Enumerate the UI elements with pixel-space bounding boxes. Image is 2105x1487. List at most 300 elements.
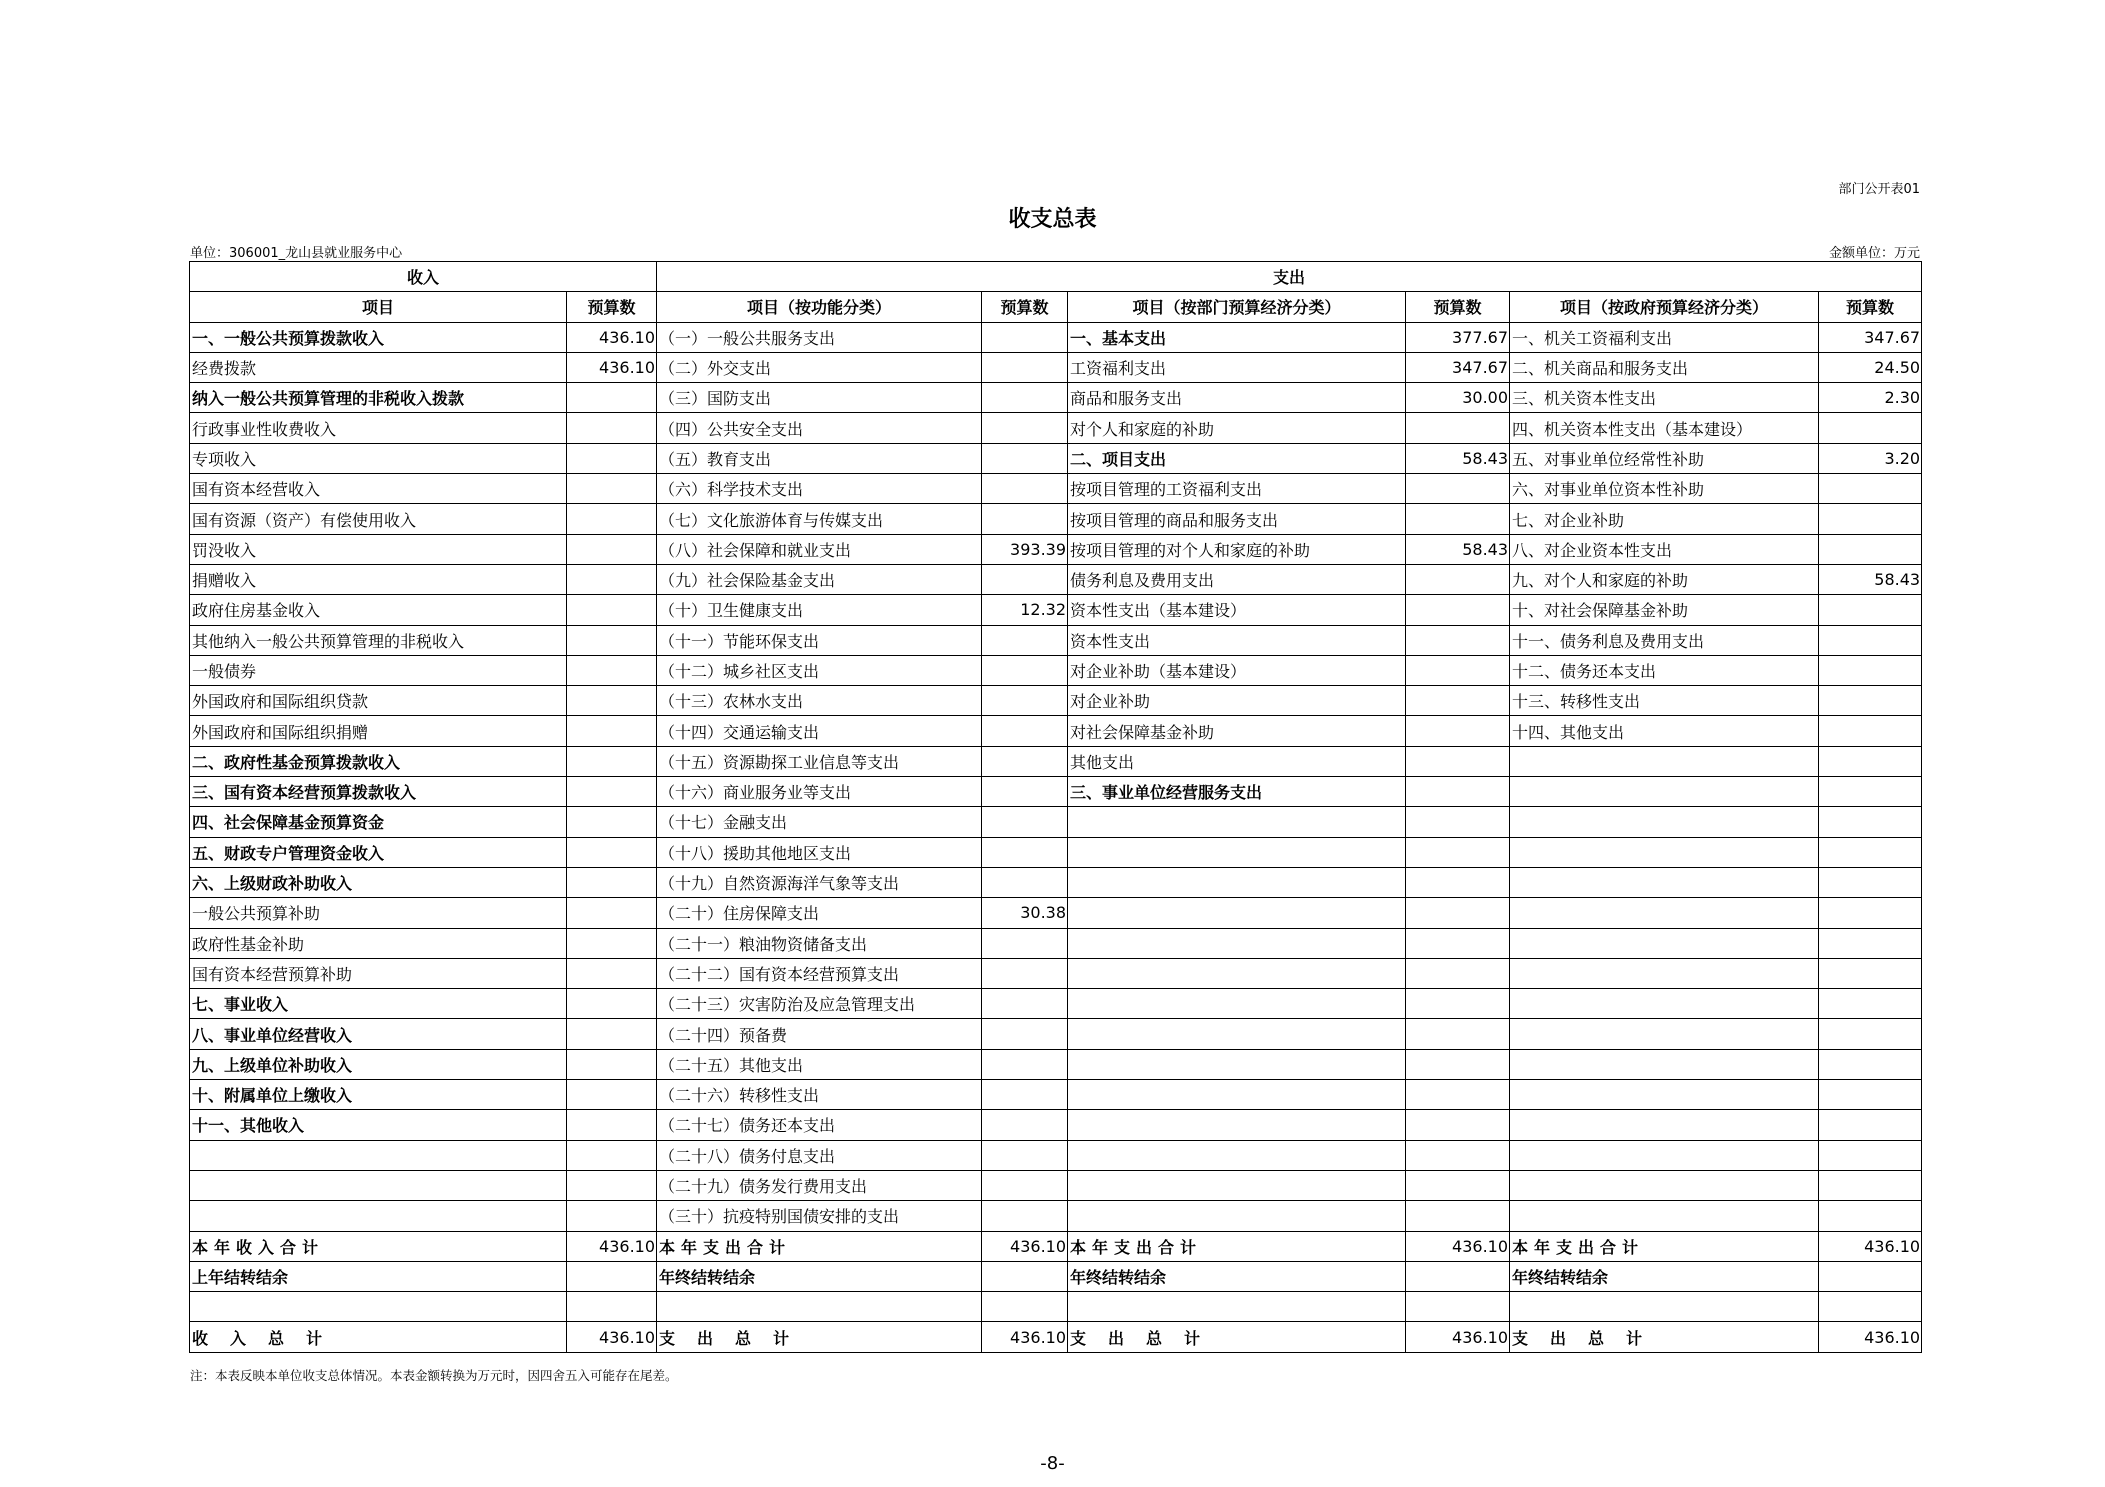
gov-econ-amount-cell	[1819, 958, 1922, 988]
dept-econ-item-cell: 对社会保障基金补助	[1068, 716, 1406, 746]
table-row	[190, 383, 1922, 413]
income-item-cell: 专项收入	[190, 443, 567, 473]
table-row	[190, 777, 1922, 807]
func-item-cell: （二十二）国有资本经营预算支出	[657, 958, 982, 988]
func-item-cell: （十八）援助其他地区支出	[657, 837, 982, 867]
gov-econ-amount-cell	[1819, 777, 1922, 807]
table-row	[190, 1110, 1922, 1140]
func-item-cell: （十二）城乡社区支出	[657, 655, 982, 685]
income-amount-cell	[567, 989, 657, 1019]
dept-econ-item-cell: 支出总计	[1068, 1322, 1406, 1352]
dept-econ-item-cell	[1068, 1110, 1406, 1140]
dept-econ-item-cell: 按项目管理的商品和服务支出	[1068, 504, 1406, 534]
gov-econ-item-cell	[1510, 1049, 1819, 1079]
func-item-cell	[657, 1292, 982, 1322]
func-amount-cell	[982, 746, 1068, 776]
table-row	[190, 1049, 1922, 1079]
gov-econ-amount-cell	[1819, 989, 1922, 1019]
gov-econ-amount-cell	[1819, 1292, 1922, 1322]
income-amount-cell: 436.10	[567, 322, 657, 352]
dept-econ-amount-cell	[1406, 504, 1510, 534]
unit-label: 单位：306001_龙山县就业服务中心	[190, 246, 403, 261]
dept-econ-item-cell: 一、基本支出	[1068, 322, 1406, 352]
table-row	[190, 352, 1922, 382]
dept-econ-amount-cell	[1406, 564, 1510, 594]
income-item-cell: 国有资本经营收入	[190, 474, 567, 504]
dept-econ-item-cell	[1068, 1140, 1406, 1170]
dept-econ-amount-cell: 436.10	[1406, 1322, 1510, 1352]
col-header-amount: 预算数	[1819, 292, 1922, 322]
dept-econ-item-cell: 对企业补助	[1068, 686, 1406, 716]
income-amount-cell	[567, 474, 657, 504]
income-item-cell: 二、政府性基金预算拨款收入	[190, 746, 567, 776]
income-item-cell: 政府住房基金收入	[190, 595, 567, 625]
func-amount-cell	[982, 655, 1068, 685]
func-item-cell: （二十六）转移性支出	[657, 1080, 982, 1110]
dept-econ-item-cell: 资本性支出	[1068, 625, 1406, 655]
func-item-cell: （十九）自然资源海洋气象等支出	[657, 867, 982, 897]
dept-econ-amount-cell	[1406, 746, 1510, 776]
func-item-cell: （十三）农林水支出	[657, 686, 982, 716]
dept-econ-amount-cell	[1406, 413, 1510, 443]
func-item-cell: （十）卫生健康支出	[657, 595, 982, 625]
table-row	[190, 1322, 1922, 1352]
dept-econ-item-cell	[1068, 1201, 1406, 1231]
func-item-cell: （五）教育支出	[657, 443, 982, 473]
table-row	[190, 1080, 1922, 1110]
income-amount-cell	[567, 1140, 657, 1170]
income-item-cell	[190, 1201, 567, 1231]
gov-econ-item-cell: 五、对事业单位经常性补助	[1510, 443, 1819, 473]
func-amount-cell	[982, 322, 1068, 352]
table-row	[190, 443, 1922, 473]
func-amount-cell	[982, 1140, 1068, 1170]
dept-econ-item-cell	[1068, 989, 1406, 1019]
income-item-cell: 捐赠收入	[190, 564, 567, 594]
income-amount-cell: 436.10	[567, 352, 657, 382]
func-amount-cell	[982, 504, 1068, 534]
dept-econ-item-cell: 本年支出合计	[1068, 1231, 1406, 1261]
gov-econ-item-cell	[1510, 777, 1819, 807]
func-amount-cell: 436.10	[982, 1231, 1068, 1261]
income-amount-cell	[567, 958, 657, 988]
income-item-cell: 政府性基金补助	[190, 928, 567, 958]
income-item-cell: 上年结转结余	[190, 1261, 567, 1291]
gov-econ-item-cell: 十三、转移性支出	[1510, 686, 1819, 716]
gov-econ-item-cell	[1510, 1080, 1819, 1110]
table-row	[190, 716, 1922, 746]
func-amount-cell	[982, 867, 1068, 897]
gov-econ-item-cell: 十、对社会保障基金补助	[1510, 595, 1819, 625]
income-amount-cell	[567, 898, 657, 928]
gov-econ-item-cell: 一、机关工资福利支出	[1510, 322, 1819, 352]
income-item-cell: 外国政府和国际组织贷款	[190, 686, 567, 716]
table-row	[190, 989, 1922, 1019]
dept-econ-item-cell: 对企业补助（基本建设）	[1068, 655, 1406, 685]
table-row	[190, 474, 1922, 504]
dept-econ-amount-cell	[1406, 807, 1510, 837]
gov-econ-amount-cell	[1819, 413, 1922, 443]
table-row	[190, 504, 1922, 534]
income-amount-cell	[567, 777, 657, 807]
func-amount-cell	[982, 1080, 1068, 1110]
table-row	[190, 413, 1922, 443]
dept-econ-item-cell	[1068, 867, 1406, 897]
gov-econ-amount-cell	[1819, 1049, 1922, 1079]
income-item-cell: 九、上级单位补助收入	[190, 1049, 567, 1079]
income-amount-cell	[567, 443, 657, 473]
dept-econ-item-cell: 商品和服务支出	[1068, 383, 1406, 413]
income-item-cell: 经费拨款	[190, 352, 567, 382]
income-item-cell: 十、附属单位上缴收入	[190, 1080, 567, 1110]
income-item-cell: 罚没收入	[190, 534, 567, 564]
table-row	[190, 322, 1922, 352]
dept-econ-item-cell: 二、项目支出	[1068, 443, 1406, 473]
func-amount-cell	[982, 383, 1068, 413]
gov-econ-item-cell	[1510, 1140, 1819, 1170]
dept-econ-amount-cell	[1406, 655, 1510, 685]
income-amount-cell	[567, 1110, 657, 1140]
table-row	[190, 686, 1922, 716]
income-item-cell: 外国政府和国际组织捐赠	[190, 716, 567, 746]
income-section-header: 收入	[190, 262, 657, 292]
dept-econ-item-cell	[1068, 807, 1406, 837]
func-amount-cell	[982, 958, 1068, 988]
func-amount-cell	[982, 443, 1068, 473]
gov-econ-item-cell: 九、对个人和家庭的补助	[1510, 564, 1819, 594]
func-item-cell: （十四）交通运输支出	[657, 716, 982, 746]
func-item-cell: （二十九）债务发行费用支出	[657, 1170, 982, 1200]
func-item-cell: （十五）资源勘探工业信息等支出	[657, 746, 982, 776]
table-row	[190, 655, 1922, 685]
table-row	[190, 807, 1922, 837]
dept-econ-item-cell	[1068, 958, 1406, 988]
gov-econ-amount-cell: 2.30	[1819, 383, 1922, 413]
func-amount-cell: 12.32	[982, 595, 1068, 625]
income-item-cell: 一般债券	[190, 655, 567, 685]
income-amount-cell	[567, 504, 657, 534]
expense-section-header: 支出	[657, 262, 1922, 292]
column-header-row	[190, 292, 1922, 322]
dept-econ-amount-cell	[1406, 686, 1510, 716]
dept-econ-amount-cell	[1406, 1292, 1510, 1322]
gov-econ-item-cell: 二、机关商品和服务支出	[1510, 352, 1819, 382]
gov-econ-amount-cell	[1819, 504, 1922, 534]
table-row	[190, 534, 1922, 564]
income-item-cell: 其他纳入一般公共预算管理的非税收入	[190, 625, 567, 655]
dept-econ-item-cell: 其他支出	[1068, 746, 1406, 776]
income-amount-cell	[567, 1261, 657, 1291]
gov-econ-item-cell	[1510, 867, 1819, 897]
income-amount-cell	[567, 625, 657, 655]
gov-econ-amount-cell	[1819, 746, 1922, 776]
gov-econ-item-cell: 年终结转结余	[1510, 1261, 1819, 1291]
gov-econ-amount-cell	[1819, 716, 1922, 746]
dept-econ-item-cell: 按项目管理的工资福利支出	[1068, 474, 1406, 504]
table-row	[190, 1201, 1922, 1231]
gov-econ-amount-cell	[1819, 1019, 1922, 1049]
gov-econ-amount-cell	[1819, 1170, 1922, 1200]
gov-econ-item-cell	[1510, 898, 1819, 928]
func-amount-cell: 30.38	[982, 898, 1068, 928]
income-item-cell: 纳入一般公共预算管理的非税收入拨款	[190, 383, 567, 413]
income-amount-cell: 436.10	[567, 1322, 657, 1352]
income-item-cell: 一般公共预算补助	[190, 898, 567, 928]
func-item-cell: （一）一般公共服务支出	[657, 322, 982, 352]
gov-econ-item-cell: 支出总计	[1510, 1322, 1819, 1352]
func-item-cell: （八）社会保障和就业支出	[657, 534, 982, 564]
income-amount-cell	[567, 413, 657, 443]
dept-econ-item-cell	[1068, 1080, 1406, 1110]
money-unit-label: 金额单位：万元	[1828, 246, 1920, 261]
func-amount-cell	[982, 352, 1068, 382]
dept-econ-amount-cell	[1406, 898, 1510, 928]
func-item-cell: （二十四）预备费	[657, 1019, 982, 1049]
gov-econ-item-cell: 十二、债务还本支出	[1510, 655, 1819, 685]
func-amount-cell	[982, 928, 1068, 958]
income-amount-cell	[567, 686, 657, 716]
income-amount-cell	[567, 867, 657, 897]
col-header-item: 项目	[190, 292, 567, 322]
dept-econ-amount-cell	[1406, 1140, 1510, 1170]
func-item-cell: （二十八）债务付息支出	[657, 1140, 982, 1170]
income-amount-cell	[567, 383, 657, 413]
dept-econ-amount-cell: 436.10	[1406, 1231, 1510, 1261]
table-row	[190, 1231, 1922, 1261]
func-amount-cell	[982, 1201, 1068, 1231]
func-amount-cell	[982, 777, 1068, 807]
income-amount-cell	[567, 534, 657, 564]
gov-econ-item-cell	[1510, 837, 1819, 867]
gov-econ-item-cell	[1510, 928, 1819, 958]
func-item-cell: 支出总计	[657, 1322, 982, 1352]
func-item-cell: （二十一）粮油物资储备支出	[657, 928, 982, 958]
income-amount-cell	[567, 655, 657, 685]
col-header-dept-econ: 项目（按部门预算经济分类）	[1068, 292, 1406, 322]
dept-econ-item-cell	[1068, 898, 1406, 928]
dept-econ-item-cell: 对个人和家庭的补助	[1068, 413, 1406, 443]
gov-econ-item-cell	[1510, 807, 1819, 837]
budget-summary-table	[189, 261, 1922, 1353]
gov-econ-amount-cell	[1819, 1201, 1922, 1231]
income-amount-cell	[567, 807, 657, 837]
dept-econ-amount-cell	[1406, 716, 1510, 746]
col-header-amount: 预算数	[1406, 292, 1510, 322]
gov-econ-item-cell: 十一、债务利息及费用支出	[1510, 625, 1819, 655]
income-amount-cell	[567, 837, 657, 867]
page-number: -8-	[1040, 1453, 1065, 1474]
func-amount-cell	[982, 989, 1068, 1019]
dept-econ-amount-cell	[1406, 1049, 1510, 1079]
func-item-cell: 年终结转结余	[657, 1261, 982, 1291]
gov-econ-amount-cell	[1819, 1140, 1922, 1170]
func-item-cell: （十六）商业服务业等支出	[657, 777, 982, 807]
gov-econ-amount-cell: 436.10	[1819, 1231, 1922, 1261]
func-amount-cell	[982, 686, 1068, 716]
gov-econ-item-cell	[1510, 958, 1819, 988]
income-amount-cell	[567, 1201, 657, 1231]
dept-econ-item-cell	[1068, 1292, 1406, 1322]
gov-econ-item-cell: 三、机关资本性支出	[1510, 383, 1819, 413]
func-item-cell: （十七）金融支出	[657, 807, 982, 837]
func-item-cell: （九）社会保险基金支出	[657, 564, 982, 594]
income-item-cell: 十一、其他收入	[190, 1110, 567, 1140]
income-item-cell: 国有资源（资产）有偿使用收入	[190, 504, 567, 534]
gov-econ-amount-cell: 58.43	[1819, 564, 1922, 594]
gov-econ-amount-cell	[1819, 595, 1922, 625]
func-amount-cell	[982, 1110, 1068, 1140]
dept-econ-amount-cell	[1406, 928, 1510, 958]
income-amount-cell	[567, 564, 657, 594]
gov-econ-item-cell	[1510, 1201, 1819, 1231]
gov-econ-amount-cell	[1819, 534, 1922, 564]
income-item-cell: 四、社会保障基金预算资金	[190, 807, 567, 837]
income-amount-cell	[567, 595, 657, 625]
func-amount-cell	[982, 1049, 1068, 1079]
dept-econ-item-cell	[1068, 1170, 1406, 1200]
income-item-cell: 一、一般公共预算拨款收入	[190, 322, 567, 352]
income-amount-cell	[567, 1049, 657, 1079]
gov-econ-amount-cell	[1819, 625, 1922, 655]
dept-econ-amount-cell	[1406, 1019, 1510, 1049]
gov-econ-amount-cell	[1819, 867, 1922, 897]
table-row	[190, 1170, 1922, 1200]
dept-econ-amount-cell	[1406, 1110, 1510, 1140]
func-item-cell: （二十五）其他支出	[657, 1049, 982, 1079]
gov-econ-amount-cell: 24.50	[1819, 352, 1922, 382]
gov-econ-amount-cell	[1819, 1080, 1922, 1110]
gov-econ-item-cell: 本年支出合计	[1510, 1231, 1819, 1261]
table-row	[190, 746, 1922, 776]
gov-econ-amount-cell	[1819, 837, 1922, 867]
income-item-cell: 七、事业收入	[190, 989, 567, 1019]
gov-econ-item-cell	[1510, 1019, 1819, 1049]
gov-econ-amount-cell	[1819, 898, 1922, 928]
income-amount-cell: 436.10	[567, 1231, 657, 1261]
income-amount-cell	[567, 1292, 657, 1322]
func-item-cell: （六）科学技术支出	[657, 474, 982, 504]
func-amount-cell: 436.10	[982, 1322, 1068, 1352]
section-header-row	[190, 262, 1922, 292]
func-item-cell: （十一）节能环保支出	[657, 625, 982, 655]
func-amount-cell	[982, 625, 1068, 655]
income-amount-cell	[567, 746, 657, 776]
gov-econ-amount-cell: 347.67	[1819, 322, 1922, 352]
table-row	[190, 1019, 1922, 1049]
dept-econ-item-cell: 按项目管理的对个人和家庭的补助	[1068, 534, 1406, 564]
table-row	[190, 928, 1922, 958]
func-amount-cell: 393.39	[982, 534, 1068, 564]
func-amount-cell	[982, 1261, 1068, 1291]
func-item-cell: （二十三）灾害防治及应急管理支出	[657, 989, 982, 1019]
table-row	[190, 958, 1922, 988]
table-row	[190, 1292, 1922, 1322]
dept-econ-amount-cell: 347.67	[1406, 352, 1510, 382]
func-amount-cell	[982, 1170, 1068, 1200]
income-item-cell	[190, 1140, 567, 1170]
gov-econ-amount-cell	[1819, 655, 1922, 685]
income-item-cell: 行政事业性收费收入	[190, 413, 567, 443]
form-number: 部门公开表01	[1838, 182, 1920, 197]
dept-econ-amount-cell	[1406, 595, 1510, 625]
dept-econ-amount-cell: 58.43	[1406, 534, 1510, 564]
table-row	[190, 867, 1922, 897]
page-title: 收支总表	[1008, 207, 1097, 232]
func-item-cell: （三十）抗疫特别国债安排的支出	[657, 1201, 982, 1231]
dept-econ-amount-cell	[1406, 1201, 1510, 1231]
table-row	[190, 564, 1922, 594]
income-amount-cell	[567, 928, 657, 958]
func-amount-cell	[982, 413, 1068, 443]
dept-econ-item-cell: 债务利息及费用支出	[1068, 564, 1406, 594]
dept-econ-amount-cell	[1406, 1170, 1510, 1200]
func-item-cell: （二）外交支出	[657, 352, 982, 382]
table-row	[190, 1140, 1922, 1170]
gov-econ-amount-cell	[1819, 474, 1922, 504]
dept-econ-amount-cell	[1406, 867, 1510, 897]
gov-econ-amount-cell	[1819, 686, 1922, 716]
dept-econ-item-cell: 资本性支出（基本建设）	[1068, 595, 1406, 625]
col-header-func: 项目（按功能分类）	[657, 292, 982, 322]
dept-econ-item-cell: 三、事业单位经营服务支出	[1068, 777, 1406, 807]
dept-econ-amount-cell	[1406, 474, 1510, 504]
func-amount-cell	[982, 1292, 1068, 1322]
dept-econ-amount-cell: 377.67	[1406, 322, 1510, 352]
gov-econ-item-cell	[1510, 1110, 1819, 1140]
gov-econ-amount-cell	[1819, 807, 1922, 837]
gov-econ-item-cell: 四、机关资本性支出（基本建设）	[1510, 413, 1819, 443]
dept-econ-amount-cell	[1406, 625, 1510, 655]
dept-econ-amount-cell	[1406, 1080, 1510, 1110]
func-amount-cell	[982, 564, 1068, 594]
dept-econ-amount-cell: 58.43	[1406, 443, 1510, 473]
footnote: 注：本表反映本单位收支总体情况。本表金额转换为万元时，因四舍五入可能存在尾差。	[190, 1368, 678, 1383]
table-row	[190, 595, 1922, 625]
dept-econ-amount-cell	[1406, 837, 1510, 867]
income-amount-cell	[567, 1019, 657, 1049]
gov-econ-amount-cell	[1819, 1110, 1922, 1140]
dept-econ-item-cell	[1068, 1049, 1406, 1079]
func-amount-cell	[982, 807, 1068, 837]
dept-econ-amount-cell	[1406, 1261, 1510, 1291]
table-row	[190, 837, 1922, 867]
func-amount-cell	[982, 474, 1068, 504]
income-amount-cell	[567, 716, 657, 746]
dept-econ-item-cell	[1068, 837, 1406, 867]
dept-econ-amount-cell	[1406, 989, 1510, 1019]
income-item-cell: 本年收入合计	[190, 1231, 567, 1261]
dept-econ-item-cell: 年终结转结余	[1068, 1261, 1406, 1291]
dept-econ-item-cell	[1068, 1019, 1406, 1049]
income-item-cell: 五、财政专户管理资金收入	[190, 837, 567, 867]
col-header-amount: 预算数	[982, 292, 1068, 322]
income-amount-cell	[567, 1170, 657, 1200]
func-item-cell: （七）文化旅游体育与传媒支出	[657, 504, 982, 534]
dept-econ-amount-cell: 30.00	[1406, 383, 1510, 413]
gov-econ-item-cell: 七、对企业补助	[1510, 504, 1819, 534]
func-item-cell: （二十七）债务还本支出	[657, 1110, 982, 1140]
income-item-cell: 国有资本经营预算补助	[190, 958, 567, 988]
gov-econ-amount-cell	[1819, 1261, 1922, 1291]
income-item-cell	[190, 1170, 567, 1200]
gov-econ-amount-cell: 436.10	[1819, 1322, 1922, 1352]
income-item-cell: 八、事业单位经营收入	[190, 1019, 567, 1049]
gov-econ-item-cell	[1510, 746, 1819, 776]
gov-econ-item-cell: 六、对事业单位资本性补助	[1510, 474, 1819, 504]
func-amount-cell	[982, 1019, 1068, 1049]
gov-econ-amount-cell: 3.20	[1819, 443, 1922, 473]
income-item-cell: 六、上级财政补助收入	[190, 867, 567, 897]
